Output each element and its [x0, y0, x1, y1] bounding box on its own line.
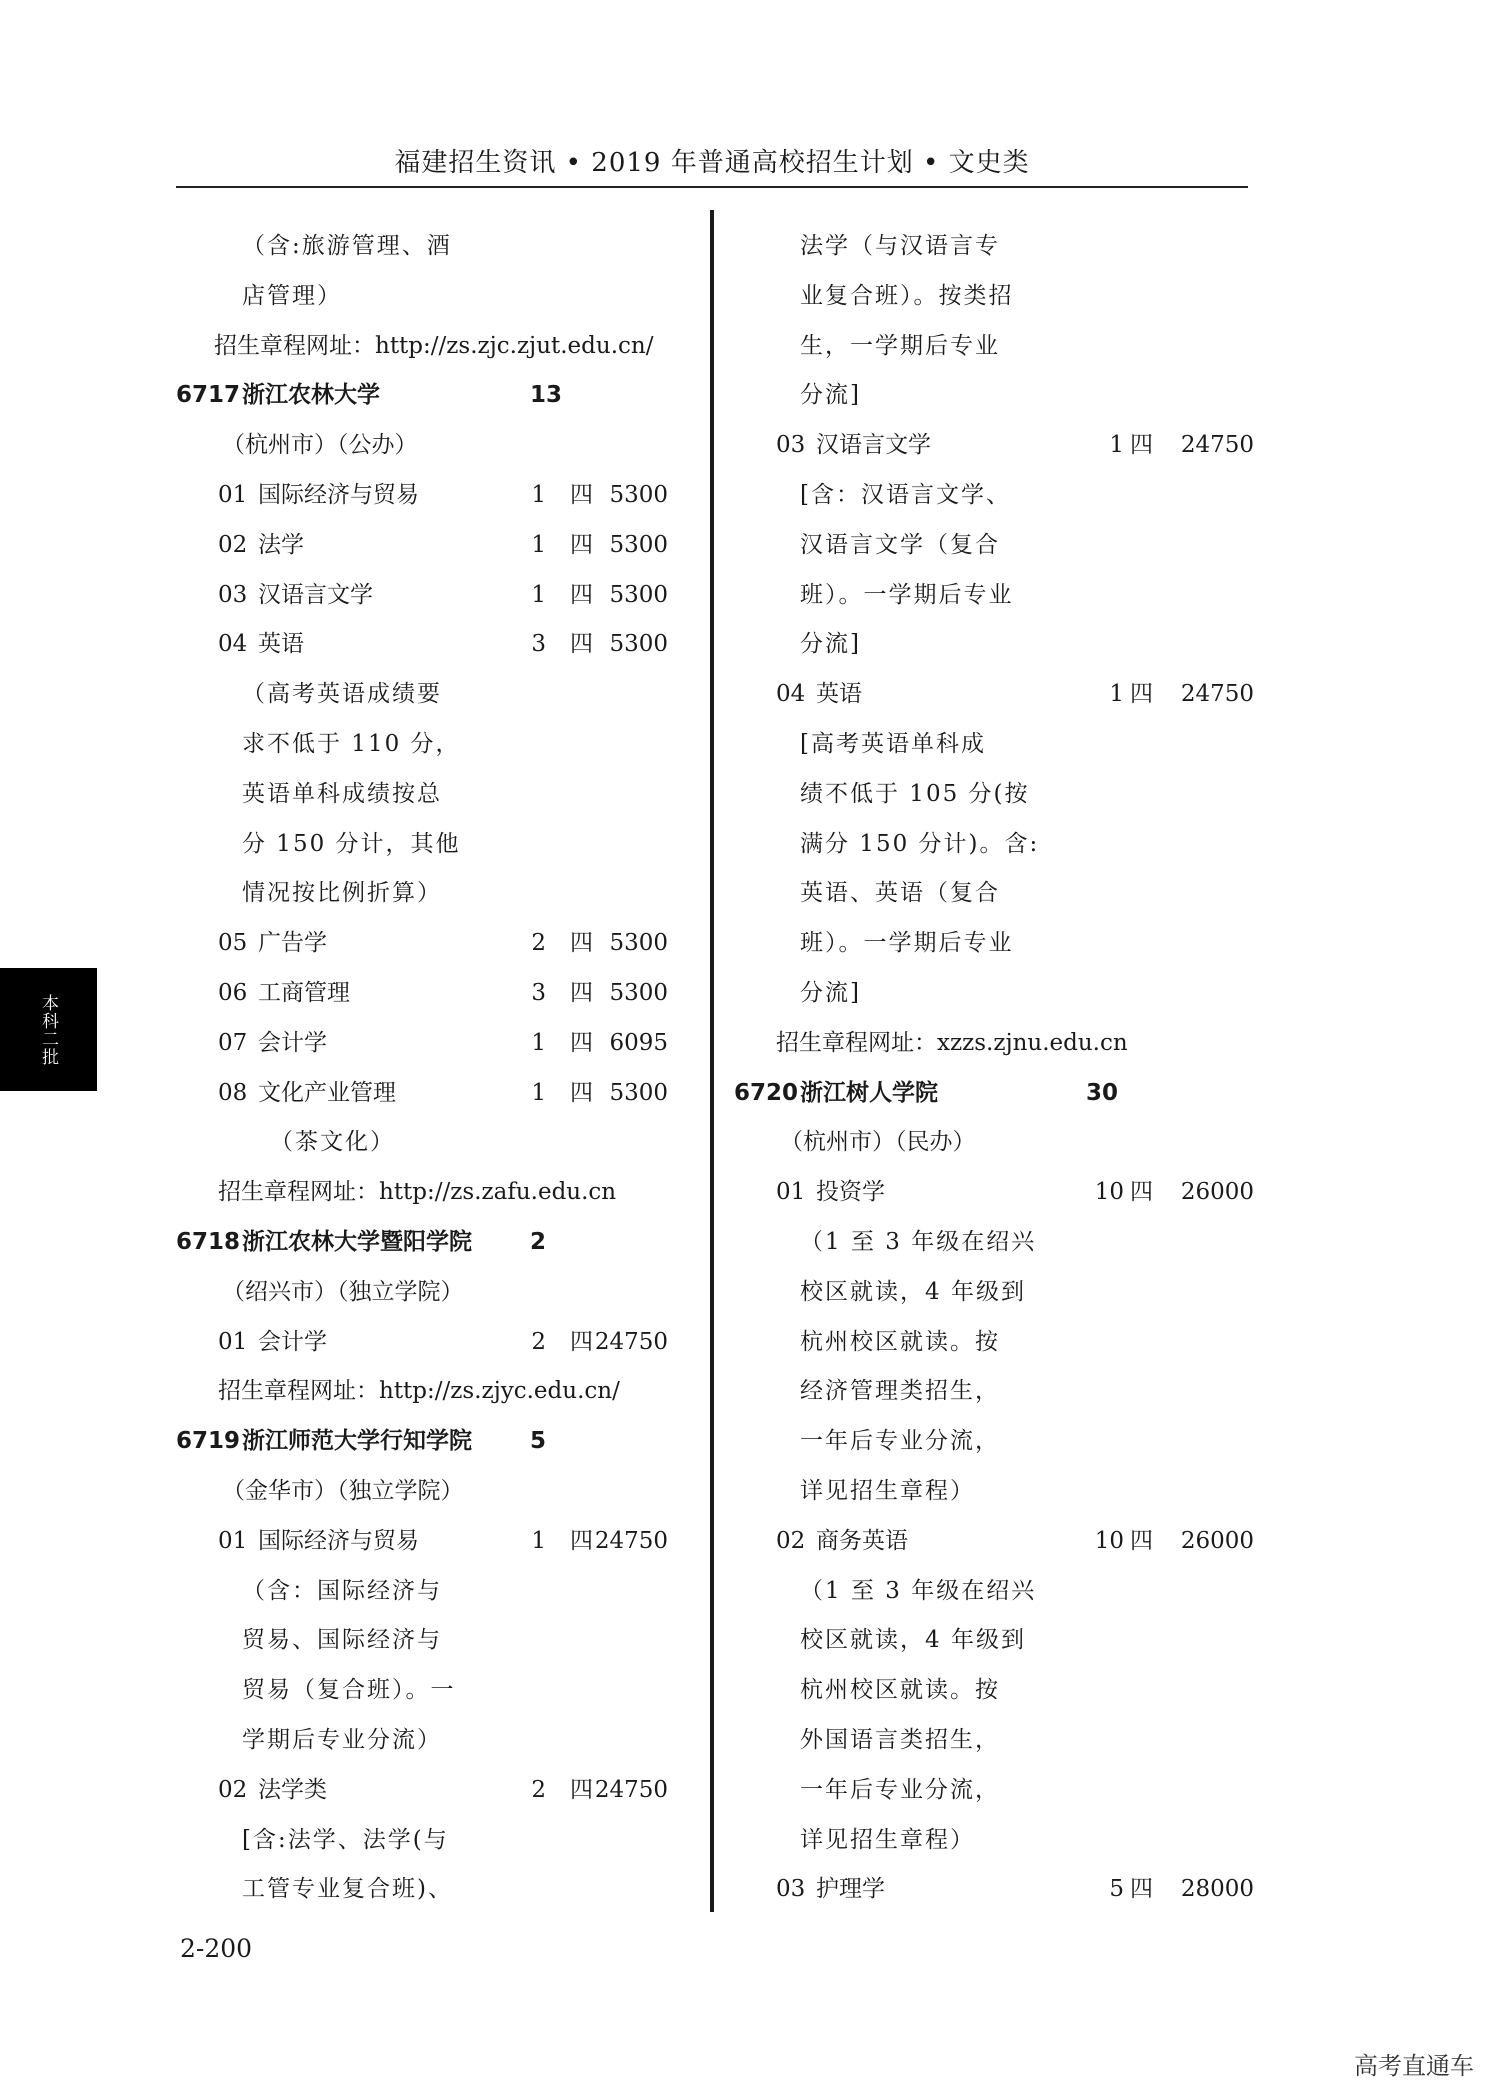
major-name: 护理学 — [816, 1876, 885, 1903]
column-divider — [710, 210, 714, 1912]
note-text: 分 150 分计，其他 — [242, 830, 461, 857]
note-text: （1 至 3 年级在绍兴 — [800, 1228, 1037, 1255]
major-fee: 5300 — [609, 531, 668, 558]
note-text: [高考英语单科成 — [800, 730, 986, 757]
major-count: 10 — [1094, 1527, 1124, 1554]
major-note — [734, 272, 1254, 322]
major-note — [176, 1567, 696, 1617]
major-name: 汉语言文学 — [258, 581, 373, 608]
major-name: 法学 — [258, 531, 304, 558]
major-row — [176, 571, 696, 621]
page-number: 2-200 — [180, 1934, 253, 1963]
left-column — [176, 222, 696, 1915]
note-text: 经济管理类招生， — [800, 1378, 1000, 1405]
major-years: 四 — [570, 1029, 593, 1056]
major-code: 08 — [218, 1079, 248, 1106]
major-years: 四 — [570, 531, 593, 558]
admission-url — [176, 322, 696, 372]
school-count: 30 — [1086, 1079, 1119, 1106]
major-count: 10 — [1094, 1179, 1124, 1206]
major-code: 04 — [776, 681, 806, 708]
major-years: 四 — [570, 1328, 593, 1355]
major-row — [176, 1517, 696, 1567]
major-fee: 24750 — [594, 1527, 668, 1554]
note-text: 一年后专业分流， — [800, 1428, 1000, 1455]
major-code: 01 — [218, 1328, 248, 1355]
major-row — [734, 1168, 1254, 1218]
note-text: 英语、英语（复合 — [800, 880, 1000, 907]
school-name: 浙江农林大学暨阳学院 — [242, 1228, 472, 1255]
major-note — [734, 1318, 1254, 1368]
major-note — [734, 571, 1254, 621]
note-text: 分流] — [800, 631, 861, 658]
major-note — [734, 371, 1254, 421]
note-text: （高考英语成绩要 — [242, 681, 442, 708]
major-name: 广告学 — [258, 930, 327, 957]
major-note — [176, 1666, 696, 1716]
major-fee: 24750 — [594, 1328, 668, 1355]
major-code: 01 — [218, 1527, 248, 1554]
note-text: [含：汉语言文学、 — [800, 481, 1011, 508]
note-text: 店管理） — [242, 282, 342, 309]
major-years: 四 — [570, 481, 593, 508]
school-row — [176, 371, 696, 421]
major-note — [176, 670, 696, 720]
major-note — [734, 1766, 1254, 1816]
note-text: 贸易（复合班）。一 — [242, 1677, 456, 1704]
major-note — [734, 322, 1254, 372]
note-text: （含：国际经济与 — [242, 1577, 442, 1604]
note-text: 详见招生章程） — [800, 1826, 975, 1853]
school-count: 2 — [530, 1228, 547, 1255]
school-row — [176, 1417, 696, 1467]
major-note — [734, 620, 1254, 670]
major-row — [734, 1865, 1254, 1915]
major-count: 1 — [1109, 681, 1124, 708]
major-note — [176, 770, 696, 820]
note-text: 一年后专业分流， — [800, 1776, 1000, 1803]
major-fee: 26000 — [1180, 1179, 1254, 1206]
note-text: 求不低于 110 分， — [242, 730, 461, 757]
major-years: 四 — [570, 1527, 593, 1554]
major-note — [734, 471, 1254, 521]
major-code: 03 — [776, 432, 806, 459]
major-count: 1 — [531, 481, 546, 508]
major-note — [734, 1567, 1254, 1617]
major-row — [176, 521, 696, 571]
major-note — [734, 820, 1254, 870]
major-fee: 28000 — [1180, 1876, 1254, 1903]
school-location — [176, 1467, 696, 1517]
school-count: 5 — [530, 1428, 547, 1455]
school-row — [734, 1069, 1254, 1119]
major-note — [176, 1118, 696, 1168]
major-row — [176, 969, 696, 1019]
major-years: 四 — [1130, 1876, 1153, 1903]
school-location — [176, 1268, 696, 1318]
note-text: 情况按比例折算） — [242, 880, 442, 907]
major-note — [734, 919, 1254, 969]
major-note — [176, 1816, 696, 1866]
major-years: 四 — [570, 631, 593, 658]
major-count: 1 — [531, 581, 546, 608]
note-text: 班）。一学期后专业 — [800, 930, 1014, 957]
school-row — [176, 1218, 696, 1268]
major-count: 2 — [531, 930, 546, 957]
major-note — [734, 222, 1254, 272]
major-fee: 24750 — [1180, 432, 1254, 459]
school-location — [734, 1118, 1254, 1168]
major-count: 1 — [531, 1079, 546, 1106]
major-note — [734, 1716, 1254, 1766]
school-code: 6720 — [734, 1079, 799, 1106]
url-text: 招生章程网址：http://zs.zafu.edu.cn — [218, 1179, 617, 1206]
major-years: 四 — [570, 581, 593, 608]
watermark: 高考直通车 — [1354, 2052, 1474, 2080]
major-note — [734, 1218, 1254, 1268]
school-code: 6718 — [176, 1228, 241, 1255]
major-note — [734, 720, 1254, 770]
major-code: 07 — [218, 1029, 248, 1056]
major-name: 国际经济与贸易 — [258, 1527, 419, 1554]
location-text: （绍兴市）（独立学院） — [222, 1278, 464, 1305]
major-note — [734, 1268, 1254, 1318]
note-text: 详见招生章程） — [800, 1477, 975, 1504]
note-text: 分流] — [800, 979, 861, 1006]
school-location — [176, 421, 696, 471]
note-text: [含:法学、法学(与 — [242, 1826, 449, 1853]
admission-url — [176, 1168, 696, 1218]
major-row — [176, 620, 696, 670]
note-text: 校区就读，4 年级到 — [800, 1278, 1026, 1305]
major-fee: 6095 — [609, 1029, 668, 1056]
major-fee: 5300 — [609, 631, 668, 658]
major-count: 2 — [531, 1776, 546, 1803]
side-tab-label: 本科二批 — [38, 993, 58, 1066]
major-code: 02 — [218, 1776, 248, 1803]
admission-url — [176, 1367, 696, 1417]
note-text: 英语单科成绩按总 — [242, 780, 442, 807]
major-name: 国际经济与贸易 — [258, 481, 419, 508]
note-text: 法学（与汉语言专 — [800, 233, 1000, 259]
major-row — [734, 670, 1254, 720]
major-note — [734, 1616, 1254, 1666]
major-count: 3 — [531, 631, 546, 658]
major-count: 3 — [531, 979, 546, 1006]
major-row — [176, 1766, 696, 1816]
major-note — [176, 1616, 696, 1666]
note-text: 汉语言文学（复合 — [800, 531, 1000, 558]
major-name: 投资学 — [816, 1179, 885, 1206]
school-count: 13 — [530, 382, 563, 409]
note-text: 杭州校区就读。按 — [800, 1677, 1000, 1704]
major-row — [176, 471, 696, 521]
major-name: 会计学 — [258, 1328, 327, 1355]
note-text: 生，一学期后专业 — [800, 332, 1000, 359]
major-years: 四 — [570, 1079, 593, 1106]
major-name: 工商管理 — [258, 979, 350, 1006]
major-row — [176, 1069, 696, 1119]
major-count: 1 — [531, 531, 546, 558]
note-text: 分流] — [800, 382, 861, 409]
major-fee: 5300 — [609, 979, 668, 1006]
header-title: 福建招生资讯 • 2019 年普通高校招生计划 • 文史类 — [394, 148, 1030, 178]
major-fee: 26000 — [1180, 1527, 1254, 1554]
major-code: 01 — [218, 481, 248, 508]
note-text: 班）。一学期后专业 — [800, 581, 1014, 608]
note-text: （茶文化） — [270, 1129, 395, 1156]
major-name: 法学类 — [258, 1776, 327, 1803]
admission-url — [734, 1019, 1254, 1069]
note-text: 贸易、国际经济与 — [242, 1627, 442, 1654]
url-text: 招生章程网址：http://zs.zjc.zjut.edu.cn/ — [214, 332, 654, 359]
major-note — [734, 1367, 1254, 1417]
school-name: 浙江树人学院 — [800, 1079, 938, 1106]
major-note — [734, 969, 1254, 1019]
location-text: （杭州市）（民办） — [780, 1129, 976, 1156]
major-note — [734, 1816, 1254, 1866]
major-code: 03 — [776, 1876, 806, 1903]
major-row — [176, 1019, 696, 1069]
major-code: 01 — [776, 1179, 806, 1206]
major-name: 英语 — [258, 631, 304, 658]
note-text: 满分 150 分计)。含: — [800, 830, 1040, 857]
note-text: 绩不低于 105 分(按 — [800, 780, 1030, 807]
major-code: 06 — [218, 979, 248, 1006]
major-years: 四 — [1130, 1179, 1153, 1206]
major-note — [734, 1417, 1254, 1467]
major-years: 四 — [570, 979, 593, 1006]
note-text: 学期后专业分流） — [242, 1726, 442, 1753]
major-code: 02 — [776, 1527, 806, 1554]
note-text: 业复合班）。按类招 — [800, 282, 1014, 309]
major-code: 02 — [218, 531, 248, 558]
major-row — [734, 1517, 1254, 1567]
major-note — [734, 1467, 1254, 1517]
major-years: 四 — [570, 1776, 593, 1803]
major-row — [176, 919, 696, 969]
major-fee: 5300 — [609, 1079, 668, 1106]
major-note — [176, 1716, 696, 1766]
note-text: 校区就读，4 年级到 — [800, 1627, 1026, 1654]
major-name: 商务英语 — [816, 1527, 908, 1554]
major-fee: 24750 — [594, 1776, 668, 1803]
major-note — [734, 869, 1254, 919]
major-years: 四 — [1130, 1527, 1153, 1554]
major-count: 1 — [1109, 432, 1124, 459]
school-name: 浙江师范大学行知学院 — [242, 1428, 472, 1455]
major-note — [176, 222, 696, 272]
major-note — [176, 1865, 696, 1915]
url-text: 招生章程网址：xzzs.zjnu.edu.cn — [776, 1029, 1128, 1056]
major-code: 05 — [218, 930, 248, 957]
school-name: 浙江农林大学 — [242, 382, 380, 409]
major-row — [734, 421, 1254, 471]
major-name: 汉语言文学 — [816, 432, 931, 459]
major-count: 5 — [1109, 1876, 1124, 1903]
major-count: 1 — [531, 1527, 546, 1554]
major-note — [176, 720, 696, 770]
major-name: 英语 — [816, 681, 862, 708]
major-note — [176, 869, 696, 919]
major-note — [734, 521, 1254, 571]
major-note — [176, 820, 696, 870]
side-tab — [0, 968, 97, 1091]
major-fee: 5300 — [609, 930, 668, 957]
note-text: 外国语言类招生， — [800, 1726, 1000, 1753]
major-fee: 24750 — [1180, 681, 1254, 708]
major-count: 2 — [531, 1328, 546, 1355]
major-name: 会计学 — [258, 1029, 327, 1056]
major-years: 四 — [570, 930, 593, 957]
major-note — [176, 272, 696, 322]
page-header — [176, 140, 1248, 188]
url-text: 招生章程网址：http://zs.zjyc.edu.cn/ — [218, 1378, 620, 1405]
major-count: 1 — [531, 1029, 546, 1056]
school-code: 6719 — [176, 1428, 241, 1455]
location-text: （杭州市）（公办） — [222, 432, 418, 459]
major-fee: 5300 — [609, 481, 668, 508]
major-code: 03 — [218, 581, 248, 608]
note-text: 杭州校区就读。按 — [800, 1328, 1000, 1355]
major-name: 文化产业管理 — [258, 1079, 396, 1106]
major-note — [734, 770, 1254, 820]
major-years: 四 — [1130, 432, 1153, 459]
location-text: （金华市）（独立学院） — [222, 1477, 464, 1504]
major-fee: 5300 — [609, 581, 668, 608]
major-years: 四 — [1130, 681, 1153, 708]
note-text: （1 至 3 年级在绍兴 — [800, 1577, 1037, 1604]
note-text: （含:旅游管理、酒 — [242, 233, 452, 259]
note-text: 工管专业复合班)、 — [242, 1876, 453, 1903]
school-code: 6717 — [176, 382, 241, 409]
major-row — [176, 1318, 696, 1368]
major-note — [734, 1666, 1254, 1716]
right-column — [734, 222, 1254, 1915]
major-code: 04 — [218, 631, 248, 658]
